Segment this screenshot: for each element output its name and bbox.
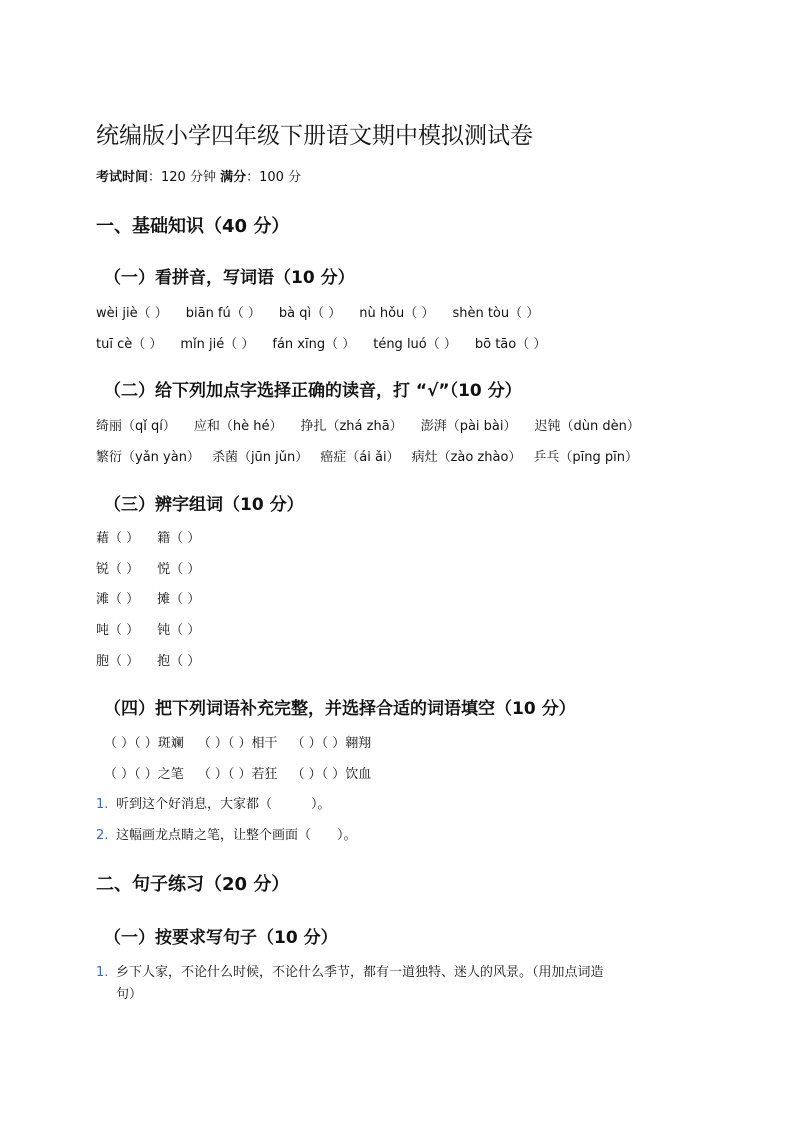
reading-item: 病灶（zào zhào）: [411, 450, 522, 465]
char-item: 吨（ ）: [96, 623, 140, 638]
score-value: ：100 分: [246, 170, 302, 185]
reading-item: 繁衍（yǎn yàn）: [96, 450, 200, 465]
item-text: 乡下人家，不论什么时候，不论什么季节，都有一道独特、迷人的风景。（用加点词造: [116, 965, 604, 980]
reading-item: 澎湃（pài bài）: [420, 419, 517, 434]
char-item: 藉（ ）: [96, 531, 140, 546]
sec2-heading: （二）给下列加点字选择正确的读音，打 “√”（10 分）: [104, 381, 522, 401]
reading-item: 挣扎（zhá zhā）: [300, 419, 403, 434]
idiom-item: （ ）（ ）斑斓: [104, 736, 184, 751]
exam-meta: [96, 168, 301, 188]
reading-item: 绮丽（qǐ qí）: [96, 419, 176, 434]
char-item: 摊（ ）: [157, 592, 201, 607]
char-item: 抱（ ）: [157, 654, 201, 669]
sentence-item: [96, 962, 686, 1006]
document-title: 统编版小学四年级下册语文期中模拟测试卷: [96, 123, 533, 149]
pinyin-item: biān fú（ ）: [185, 306, 261, 321]
pinyin-item: bō tāo（ ）: [474, 337, 547, 352]
char-item: 悦（ ）: [157, 562, 201, 577]
reading-item: 迟钝（dùn dèn）: [534, 419, 640, 434]
pinyin-row-1: [96, 304, 557, 324]
pinyin-item: tuī cè（ ）: [96, 337, 163, 352]
idiom-item: （ ）（ ）饮血: [291, 767, 372, 782]
idiom-row-2: [104, 765, 371, 785]
item-number: 1.: [96, 965, 109, 980]
score-label: 满分: [220, 170, 247, 185]
idiom-row-1: [104, 734, 371, 754]
part2-heading: 二、句子练习（20 分）: [96, 874, 290, 895]
sec4-heading: （四）把下列词语补充完整，并选择合适的词语填空（10 分）: [104, 699, 576, 719]
reading-row-1: [96, 417, 658, 437]
char-pair-row: [96, 590, 218, 610]
idiom-item: （ ）（ ）相干: [197, 736, 278, 751]
fill-item: [96, 825, 686, 847]
idiom-item: （ ）（ ）翱翔: [291, 736, 372, 751]
reading-row-2: [96, 448, 638, 468]
char-pair-row: [96, 560, 218, 580]
item-text: 这幅画龙点睛之笔，让整个画面（ ）。: [116, 828, 357, 843]
char-item: 籍（ ）: [157, 531, 201, 546]
reading-item: 应和（hè hé）: [193, 419, 283, 434]
pinyin-item: téng luó（ ）: [373, 337, 457, 352]
pinyin-item: nù hǒu（ ）: [359, 306, 435, 321]
time-label: 考试时间: [96, 170, 149, 185]
idiom-item: （ ）（ ）之笔: [104, 767, 184, 782]
char-item: 滩（ ）: [96, 592, 140, 607]
sec3-heading: （三）辨字组词（10 分）: [104, 495, 304, 515]
pinyin-item: mǐn jié（ ）: [180, 337, 255, 352]
pinyin-item: fán xīng（ ）: [272, 337, 356, 352]
char-pair-row: [96, 529, 218, 549]
char-item: 锐（ ）: [96, 562, 140, 577]
char-item: 钝（ ）: [157, 623, 201, 638]
item-text-continued: 句）: [116, 987, 143, 1002]
part2-sec1-heading: （一）按要求写句子（10 分）: [104, 928, 338, 948]
reading-item: 癌症（ái ǎi）: [320, 450, 400, 465]
item-number: 1.: [96, 797, 109, 812]
item-number: 2.: [96, 828, 109, 843]
char-item: 胞（ ）: [96, 654, 140, 669]
part1-heading: 一、基础知识（40 分）: [96, 216, 290, 237]
item-text: 听到这个好消息，大家都（ ）。: [116, 797, 331, 812]
char-pair-row: [96, 621, 218, 641]
sec1-heading: （一）看拼音，写词语（10 分）: [104, 268, 355, 288]
pinyin-item: shèn tòu（ ）: [452, 306, 540, 321]
fill-item: [96, 794, 686, 816]
time-value: ：120 分钟: [148, 170, 216, 185]
reading-item: 杀菌（jūn jǔn）: [211, 450, 309, 465]
pinyin-item: bà qì（ ）: [278, 306, 342, 321]
char-pair-row: [96, 652, 218, 672]
pinyin-item: wèi jiè（ ）: [96, 306, 168, 321]
pinyin-row-2: [96, 335, 564, 355]
idiom-item: （ ）（ ）若狂: [197, 767, 278, 782]
reading-item: 乒乓（pīng pīn）: [533, 450, 639, 465]
